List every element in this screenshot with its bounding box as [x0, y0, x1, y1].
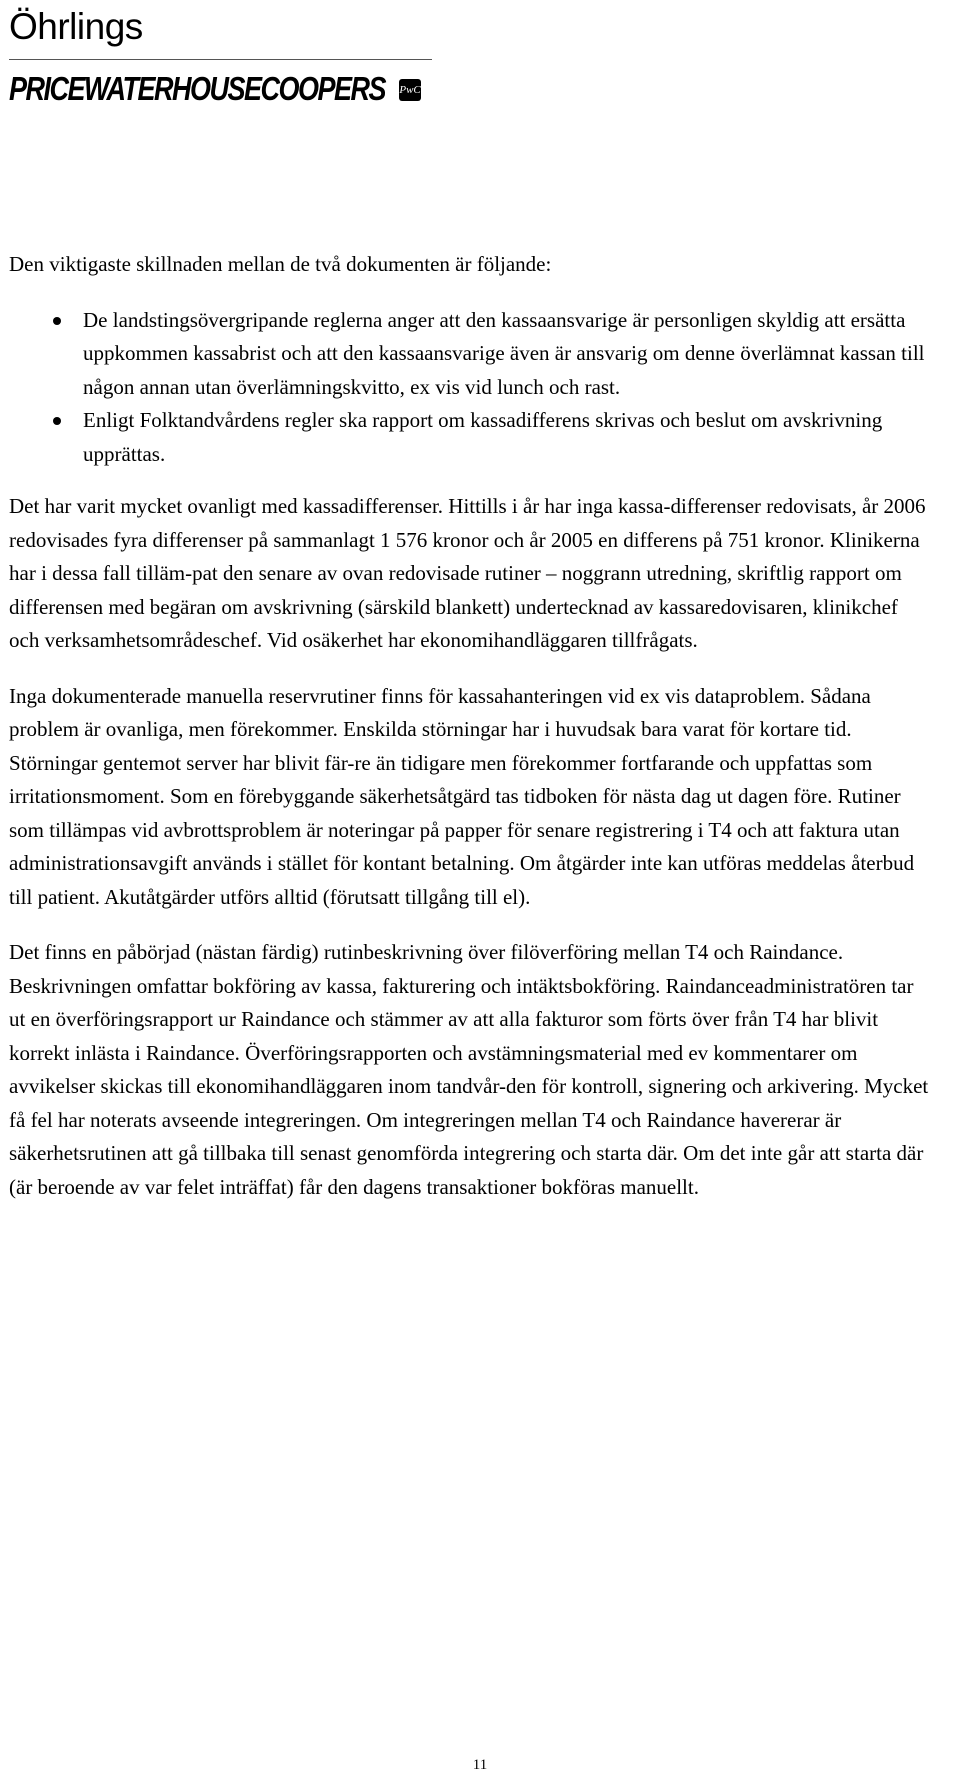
brand-name: Öhrlings — [9, 6, 143, 47]
list-item-text: Enligt Folktandvårdens regler ska rapport om kassadifferens skrivas och beslut om avskrivning upprättas. — [83, 408, 883, 466]
document-header — [9, 0, 429, 108]
paragraph-cash-differences: Det har varit mycket ovanligt med kassadifferenser. Hittills i år har inga kassa-differenser redovisats, år 2006 redovisades fyra differenser på sammanlagt 1 576 kronor och år 2005 en differens på 751 kronor. Klinikerna har i dessa fall tilläm-pat den senare av ovan redovisade rutiner – noggrann utredning, skriftlig rapport om differensen med begäran om avskrivning (särskild blankett) undertecknad av kassaredovisaren, klinikchef och verksamhetsområdeschef. Vid osäkerhet har ekonomihandläggaren tillfrågats. — [9, 494, 926, 652]
bullet-list — [9, 304, 929, 472]
paragraph-file-transfer: Det finns en påbörjad (nästan färdig) rutinbeskrivning över filöverföring mellan T4 och Raindance. Beskrivningen omfattar bokföring av kassa, fakturering och intäktsbokföring. Raindanceadministratören tar ut en överföringsrapport ur Raindance och stämmer av att alla fakturor som förts över från T4 har blivit korrekt inlästa i Raindance. Överföringsrapporten och avstämningsmaterial med ev kommentarer om avvikelser skickas till ekonomihandläggaren inom tandvår-den för kontroll, signering och arkivering. Mycket få fel har noterats avseende integreringen. Om integreringen mellan T4 och Raindance havererar är säkerhetsrutinen att gå tillbaka till senast genomförda integrering och starta där. Om det inte går att starta där (är beroende av var felet inträffat) får den dagens transaktioner bokföras manuellt. — [9, 940, 929, 1199]
document-body — [9, 248, 929, 1204]
logo-badge-icon: PwC — [399, 79, 421, 101]
logo-wordmark: PRICEWATERHOUSECOOPERS — [9, 70, 386, 108]
list-item-text: De landstingsövergripande reglerna anger att den kassaansvarige är personligen skyldig att ersätta uppkommen kassabrist och att den kassaansvarige även är ansvarig om denne överlämnat kassan till någon annan utan överlämningskvitto, ex vis vid lunch och rast. — [83, 307, 925, 399]
intro-sentence: Den viktigaste skillnaden mellan de två dokumenten är följande: — [9, 252, 552, 276]
page-number: 11 — [472, 1757, 488, 1773]
header-divider — [9, 59, 432, 60]
list-item — [9, 404, 929, 471]
list-item — [9, 304, 929, 405]
company-logo — [9, 70, 429, 108]
paragraph-backup-routines: Inga dokumenterade manuella reservrutiner finns för kassahanteringen vid ex vis dataproblem. Sådana problem är ovanliga, men förekommer. Enskilda störningar har i huvudsak bara varat för kortare tid. Störningar gentemot server har blivit fär-re än tidigare men förekommer fortfarande och uppfattas som irritationsmoment. Som en förebyggande säkerhetsåtgärd tas tidboken för nästa dag ut dagen före. Rutiner som tillämpas vid avbrottsproblem är noteringar på papper för senare registrering i T4 och att faktura utan administrationsavgift används i stället för kontant betalning. Om åtgärder inte kan utföras meddelas återbud till patient. Akutåtgärder utförs alltid (förutsatt tillgång till el). — [9, 683, 915, 909]
bullet-icon — [53, 417, 61, 425]
bullet-icon — [53, 317, 61, 325]
